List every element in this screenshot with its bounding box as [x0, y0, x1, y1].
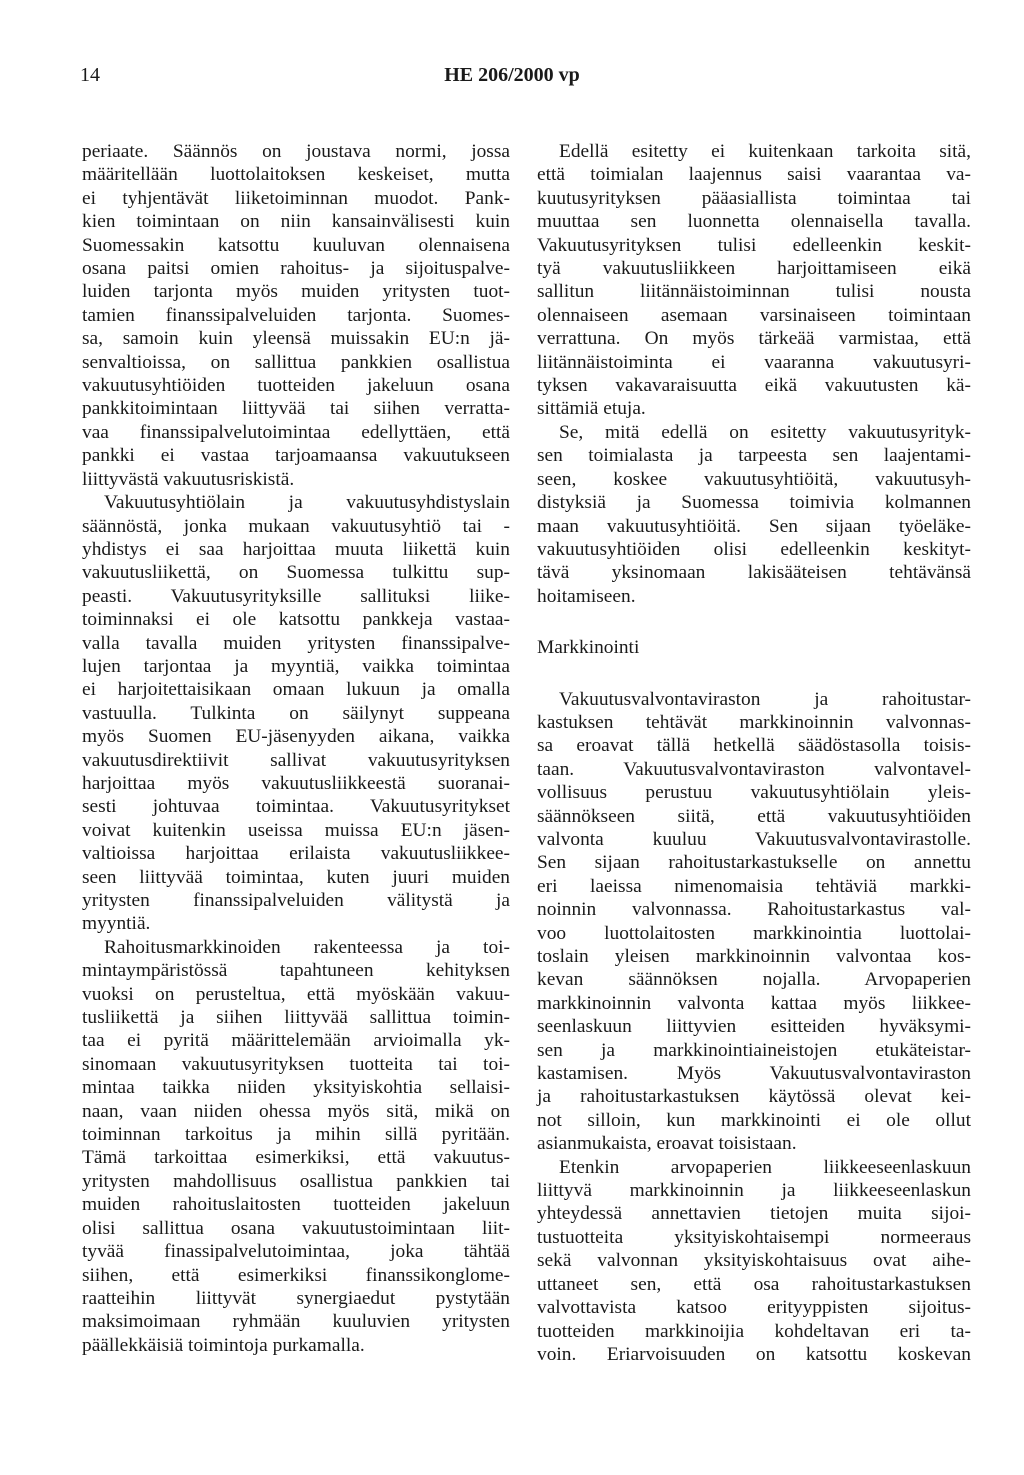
text-line: mintaa taikka niiden yksityiskohtia sellaisi-: [82, 1077, 510, 1099]
text-line: luiden tarjonta myös muiden yritysten tuot-: [82, 281, 510, 303]
text-line: kien toimintaan on niin kansainvälisesti kuin: [82, 211, 510, 233]
text-line: tusliikettä ja siihen liittyvää sallittua toimin-: [82, 1007, 510, 1029]
text-line: Vakuutusyhtiölain ja vakuutusyhdistyslain: [104, 492, 510, 514]
paragraph: [537, 1156, 971, 1367]
text-line: vakuutusyhtiöiden olisi edelleenkin keskityt-: [537, 538, 971, 560]
text-line: seenlaskuun liittyvien esitteiden hyväksymi-: [537, 1016, 971, 1038]
text-line: pankkitoimintaan liittyvää tai siihen verratta-: [82, 398, 510, 420]
text-line: siihen, että esimerkiksi finanssikonglome-: [82, 1264, 510, 1286]
right-column: [537, 140, 971, 1366]
text-line: voin. Eriarvoisuuden on katsottu koskevan: [537, 1343, 971, 1365]
text-line: yhdistys ei saa harjoittaa muuta liikettä kuin: [82, 538, 510, 560]
text-line: sekä valvonnan yksityiskohtaisuus ovat aihe-: [537, 1250, 971, 1272]
paragraph: [82, 491, 510, 936]
text-line: voivat kuitenkin useissa muissa EU:n jäsen-: [82, 819, 510, 841]
text-line: distyksiä ja Suomessa toimivia kolmannen: [537, 492, 971, 514]
text-line: naan, vaan niiden ohessa myös sitä, mikä on: [82, 1100, 510, 1122]
text-line: seen, koskee vakuutusyhtiöitä, vakuutusyh-: [537, 468, 971, 490]
text-line: toiminnan tarkoitus ja mihin sillä pyritään.: [82, 1124, 510, 1146]
text-line: Tämä tarkoittaa esimerkiksi, että vakuutus-: [82, 1147, 510, 1169]
text-line: senvaltioissa, on sallittua pankkien osallistua: [82, 351, 510, 373]
text-line: markkinoinnin valvonta kattaa myös liikkee-: [537, 992, 971, 1014]
left-column: [82, 140, 510, 1357]
text-line: tuotteiden markkinoijia kohdeltavan eri ta-: [537, 1320, 971, 1342]
text-line: sesti johtuvaa toimintaa. Vakuutusyritykset: [82, 796, 510, 818]
text-line: uttaneet sen, että osa rahoitustarkastuksen: [537, 1273, 971, 1295]
text-line: tyksen vakavaraisuutta eikä vakuutusten kä-: [537, 375, 971, 397]
text-line: tustuotteita yksityiskohtaisempi normeeraus: [537, 1226, 971, 1248]
section-heading: Markkinointi: [537, 637, 640, 659]
page-number: 14: [80, 64, 100, 86]
text-line: sa eroavat tällä hetkellä säädöstasolla toisis-: [537, 735, 971, 757]
text-line: olennaiseen asemaan varsinaiseen toimintaan: [537, 304, 971, 326]
text-line: Rahoitusmarkkinoiden rakenteessa ja toi-: [104, 936, 510, 958]
paragraph: [82, 936, 510, 1357]
text-line: maan vakuutusyhtiöitä. Sen sijaan työeläke-: [537, 515, 971, 537]
text-line: säännökseen siitä, että vakuutusyhtiöiden: [537, 805, 971, 827]
text-line: muuttaa sen luonnetta olennaisella tavalla.: [537, 211, 971, 233]
text-line: osana paitsi omien rahoitus- ja sijoituspalve-: [82, 258, 510, 280]
text-line: valla tavalla muiden yritysten finanssipalve-: [82, 632, 510, 654]
text-line: ei harjoitettaisikaan omaan lukuun ja omalla: [82, 679, 510, 701]
text-line: taan. Vakuutusvalvontaviraston valvontavel-: [537, 758, 971, 780]
text-line: verrattuna. On myös tärkeää varmistaa, että: [537, 328, 971, 350]
text-line: että toimialan laajennus saisi vaarantaa va-: [537, 164, 971, 186]
paragraph: [537, 688, 971, 1156]
text-line: peasti. Vakuutusyrityksille sallituksi liike-: [82, 585, 510, 607]
text-line: liittyvä markkinoinnin ja liikkeeseenlaskun: [537, 1180, 971, 1202]
text-line: ja rahoitustarkastuksen käytössä olevat kei-: [537, 1086, 971, 1108]
text-line: Edellä esitetty ei kuitenkaan tarkoita sitä,: [559, 141, 971, 162]
text-line: säännöstä, jonka mukaan vakuutusyhtiö tai -: [82, 515, 510, 537]
text-line: määritellään luottolaitoksen keskeiset, mutta: [82, 164, 510, 186]
paragraph: [537, 421, 971, 608]
text-line: liittyvästä vakuutusriskistä.: [82, 468, 295, 490]
text-line: sen ja markkinointiaineistojen etukäteistar-: [537, 1039, 971, 1061]
text-line: kastuksen tehtävät markkinoinnin valvonnas-: [537, 711, 971, 733]
text-line: vakuutusliikettä, on Suomessa tulkittu sup-: [82, 562, 510, 584]
text-line: yhteydessä annettavien tietojen muita sijoi-: [537, 1203, 971, 1225]
text-line: Suomessakin katsottu kuuluvan olennaisena: [82, 234, 510, 256]
text-line: harjoittaa myös vakuutusliikkeestä suoranai-: [82, 772, 510, 794]
text-line: Vakuutusyrityksen tulisi edelleenkin keskit-: [537, 234, 971, 256]
text-line: valvottavista katsoo erityyppisten sijoitus-: [537, 1297, 971, 1319]
text-line: tyvää finassipalvelutoimintaa, joka tähtää: [82, 1241, 510, 1263]
text-line: taa ei pyritä määrittelemään arvioimalla yk-: [82, 1030, 510, 1052]
text-line: yritysten mahdollisuus osallistua pankkien tai: [82, 1170, 510, 1192]
text-line: vollisuus perustuu vakuutusyhtiölain yleis-: [537, 782, 971, 804]
text-line: sallitun liitännäistoiminnan tulisi nousta: [537, 281, 971, 303]
text-line: mintaympäristössä tapahtuneen kehityksen: [82, 960, 510, 982]
text-line: tyä vakuutusliikkeen harjoittamiseen eikä: [537, 258, 971, 280]
text-line: voo luottolaitosten markkinointia luottolai-: [537, 922, 971, 944]
text-line: periaate. Säännös on joustava normi, jossa: [82, 141, 510, 162]
text-line: ei tyhjentävät liiketoiminnan muodot. Pank-: [82, 187, 510, 209]
text-line: not silloin, kun markkinointi ei ole ollut: [537, 1109, 971, 1131]
text-line: vakuutusyhtiöiden tuotteiden jakeluun osana: [82, 375, 510, 397]
text-line: yritysten finanssipalveluiden välitystä ja: [82, 890, 510, 911]
text-line: asianmukaista, eroavat toisistaan.: [537, 1133, 797, 1155]
text-line: sen toimialasta ja tarpeesta sen laajentami-: [537, 445, 971, 467]
text-line: lujen tarjontaa ja myyntiä, vaikka toimintaa: [82, 655, 510, 677]
text-line: pankki ei vastaa tarjoamaansa vakuutukseen: [82, 445, 510, 467]
text-line: vakuutusdirektiivit sallivat vakuutusyrityksen: [82, 749, 510, 771]
text-line: vuoksi on perusteltua, että myöskään vakuu-: [82, 983, 510, 1005]
text-line: myös Suomen EU-jäsenyyden aikana, vaikka: [82, 726, 510, 748]
text-line: Se, mitä edellä on esitetty vakuutusyrityk-: [559, 421, 971, 443]
text-line: valtioissa harjoittaa erilaista vakuutusliikkee-: [82, 843, 510, 865]
text-line: eri laeissa nimenomaisia tehtäviä markki-: [537, 875, 971, 897]
text-line: Vakuutusvalvontaviraston ja rahoitustar-: [559, 688, 971, 710]
text-line: liitännäistoiminta ei vaaranna vakuutusyri-: [537, 351, 971, 373]
text-line: toiminnaksi ei ole katsottu pankkeja vastaa-: [82, 609, 510, 631]
text-line: sinomaan vakuutusyrityksen tuotteita tai toi-: [82, 1053, 510, 1075]
text-line: myyntiä.: [82, 913, 151, 935]
text-line: toslain yleisen markkinoinnin valvontaa kos-: [537, 946, 971, 967]
paragraph: [82, 140, 510, 491]
text-line: Sen sijaan rahoitustarkastukselle on annettu: [537, 852, 971, 874]
text-line: Etenkin arvopaperien liikkeeseenlaskuun: [559, 1156, 971, 1178]
text-line: vastuulla. Tulkinta on säilynyt suppeana: [82, 702, 510, 724]
text-line: noinnin valvonnassa. Rahoitustarkastus val-: [537, 899, 971, 921]
text-line: kevan säännöksen nojalla. Arvopaperien: [537, 969, 971, 991]
text-line: tamien finanssipalveluiden tarjonta. Suomes-: [82, 304, 510, 326]
text-line: raatteihin liittyvät synergiaedut pystytään: [82, 1287, 510, 1309]
text-line: muiden rahoituslaitosten tuotteiden jakeluun: [82, 1194, 510, 1216]
document-id: HE 206/2000 vp: [444, 64, 580, 86]
text-line: seen liittyvää toimintaa, kuten juuri muiden: [82, 866, 510, 888]
text-line: valvonta kuuluu Vakuutusvalvontavirastolle.: [537, 828, 971, 850]
text-line: sa, samoin kuin yleensä muissakin EU:n jä-: [82, 328, 510, 350]
paragraph: [537, 140, 971, 421]
text-line: sittämiä etuja.: [537, 398, 646, 420]
text-line: hoitamiseen.: [537, 585, 636, 607]
text-line: vaa finanssipalvelutoimintaa edellyttäen, että: [82, 421, 510, 443]
text-line: olisi sallittua osana vakuutustoimintaan liit-: [82, 1217, 510, 1239]
text-line: kuutusyrityksen pääasiallista toimintaa tai: [537, 187, 971, 209]
text-line: päällekkäisiä toimintoja purkamalla.: [82, 1334, 365, 1356]
text-line: kastamisen. Myös Vakuutusvalvontaviraston: [537, 1063, 971, 1085]
text-line: maksimoimaan ryhmään kuuluvien yritysten: [82, 1311, 510, 1333]
text-line: tävä yksinomaan lakisääteisen tehtävänsä: [537, 562, 971, 584]
